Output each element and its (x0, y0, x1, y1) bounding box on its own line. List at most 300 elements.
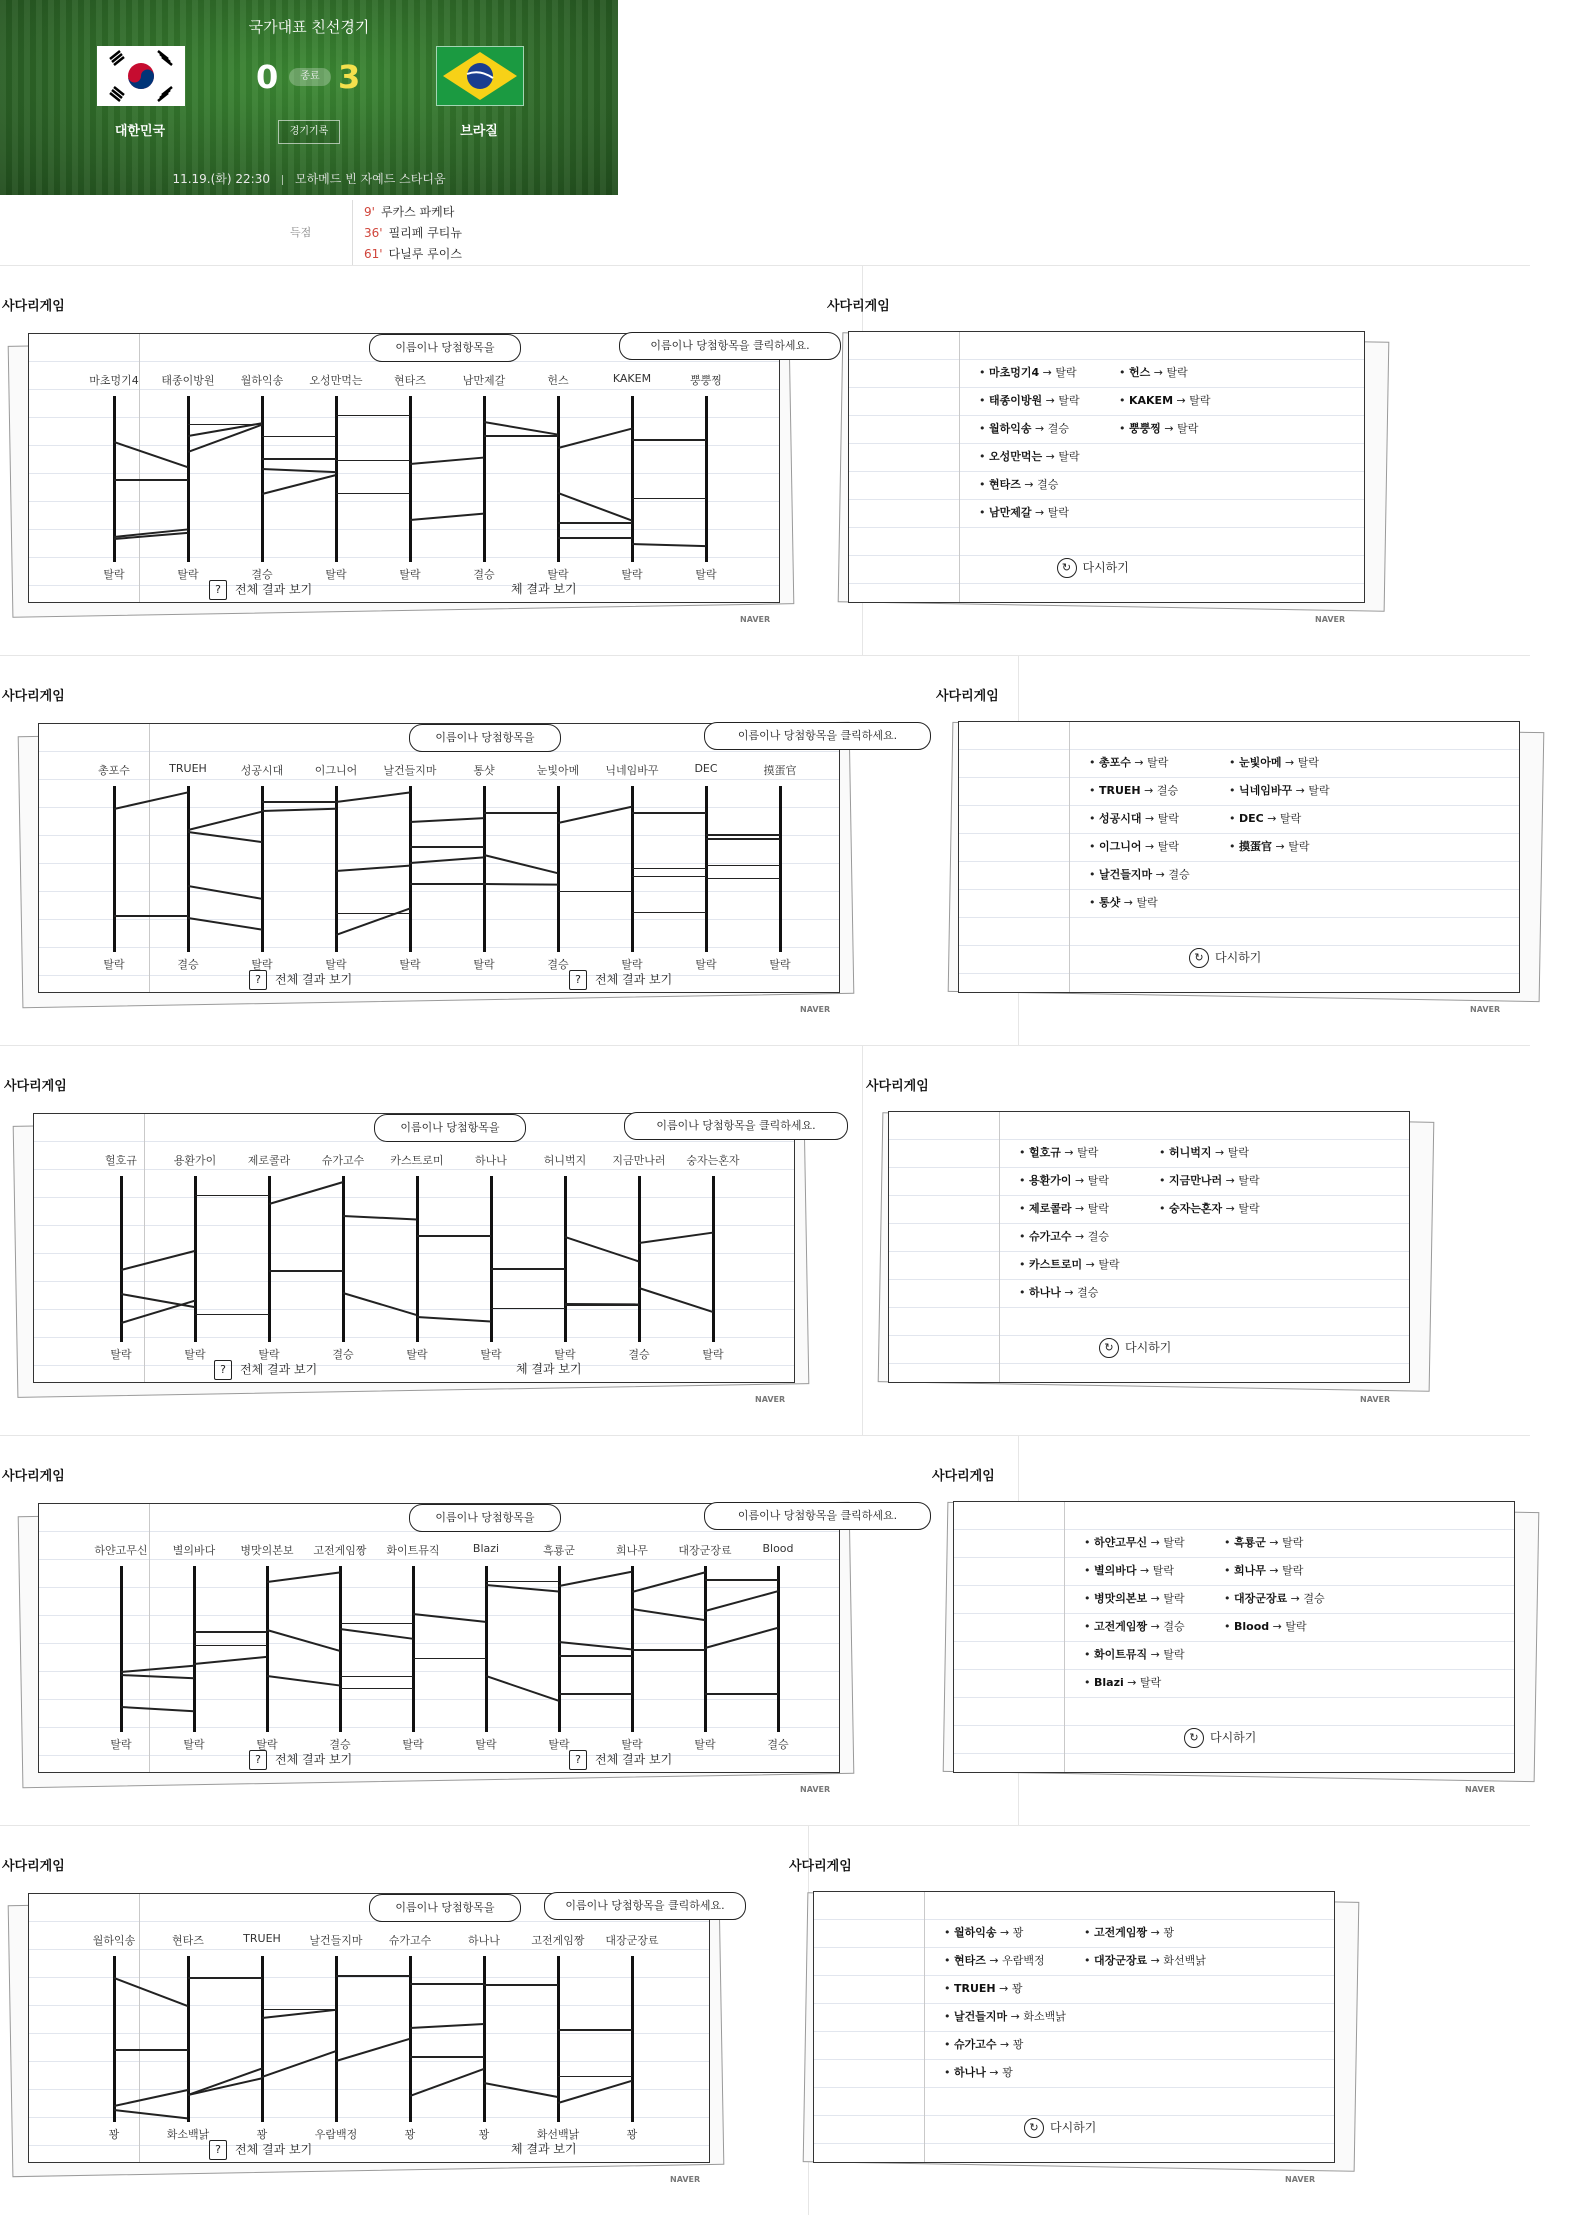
ladder-name[interactable]: 제로콜라 (247, 1154, 291, 1167)
result-name[interactable]: 용환가이 (1029, 1174, 1072, 1187)
ladder-result[interactable]: 탈락 (621, 958, 643, 971)
ladder-result[interactable]: 결승 (547, 958, 569, 971)
ladder-rung (114, 479, 188, 481)
ladder-paper (38, 723, 898, 993)
view-all-results-button[interactable] (569, 970, 672, 990)
ladder-name[interactable]: 헌스 (547, 374, 569, 387)
ladder-rung (417, 1235, 491, 1237)
ladder-rung (188, 1977, 262, 1979)
ladder-name[interactable]: 하얀고무신 (94, 1544, 148, 1557)
ladder-result[interactable]: 탈락 (621, 1738, 643, 1751)
goal-item (364, 202, 462, 223)
ladder-rail (564, 1176, 567, 1342)
result-name[interactable]: 슈가고수 (954, 2038, 997, 2051)
result-value: 결승 (1303, 1592, 1325, 1605)
result-value: 탈락 (1077, 1146, 1099, 1159)
section-divider (862, 1045, 863, 1435)
ladder-name[interactable]: 태종이방원 (161, 374, 215, 387)
result-name[interactable]: 헐호규 (1029, 1146, 1061, 1159)
result-name[interactable]: 월하익송 (989, 422, 1032, 435)
ladder-name[interactable]: 허니벅지 (543, 1154, 587, 1167)
ladder-name[interactable]: 월하익송 (240, 374, 284, 387)
ladder-rung (410, 2068, 485, 2097)
ladder-rung (410, 513, 484, 521)
ladder-name[interactable]: 하나나 (468, 1934, 500, 1947)
naver-logo: NAVER (1360, 1395, 1391, 1404)
view-all-results-button[interactable] (214, 1360, 317, 1380)
result-value: 탈락 (1157, 840, 1179, 853)
view-all-label: 전체 결과 보기 (275, 1752, 353, 1767)
ladder-rung (114, 791, 188, 809)
ladder-rail (266, 1566, 269, 1732)
ladder-name[interactable]: 성공시대 (240, 764, 284, 777)
view-all-results-button[interactable] (569, 1750, 672, 1770)
ladder-result[interactable]: 꽝 (108, 2128, 120, 2141)
result-name[interactable]: 카스트로미 (1029, 1258, 1083, 1271)
ladder-name[interactable]: 날건들지마 (383, 764, 437, 777)
result-item: • 허니벅지 → 탈락 (1159, 1146, 1249, 1159)
ladder-name[interactable]: 카스트로미 (390, 1154, 444, 1167)
ladder-result[interactable]: 탈락 (480, 1348, 502, 1361)
naver-logo: NAVER (1285, 2175, 1316, 2184)
result-name[interactable]: 하얀고무신 (1094, 1536, 1148, 1549)
ladder-name[interactable]: 뿡뿡찡 (690, 374, 722, 387)
home-team-name[interactable]: 대한민국 (114, 124, 166, 139)
ladder-result[interactable]: 탈락 (547, 568, 569, 581)
paper-margin-line (924, 1892, 925, 2162)
ladder-rung (565, 1236, 639, 1262)
ladder-results (34, 1346, 794, 1362)
result-value: 탈락 (1227, 1146, 1249, 1159)
result-name[interactable]: 월하익송 (954, 1926, 997, 1939)
result-item: • 숭자는혼자 → 탈락 (1159, 1202, 1260, 1215)
retry-button[interactable] (1184, 1728, 1256, 1748)
naver-logo: NAVER (1465, 1785, 1496, 1794)
results-paper (813, 1891, 1335, 2163)
match-status-badge: 종료 (289, 68, 331, 86)
ladder-result[interactable]: 탈락 (325, 958, 347, 971)
ladder-rung (114, 915, 188, 917)
view-all-results-button[interactable] (516, 1360, 582, 1377)
ladder-rail (409, 786, 412, 952)
ladder-rung (195, 1195, 269, 1197)
ladder-rung (262, 458, 336, 460)
ladder-rung (267, 1629, 340, 1651)
goal-player[interactable]: 다닐루 루이스 (388, 247, 462, 261)
ladder-name[interactable]: 남만제갈 (462, 374, 506, 387)
ladder-panel (15, 1105, 815, 1405)
ladder-rung (188, 831, 262, 843)
result-name[interactable]: 현타즈 (989, 478, 1021, 491)
result-name[interactable]: 별의바다 (1094, 1564, 1137, 1577)
ladder-name[interactable]: 하나나 (475, 1154, 507, 1167)
result-value: 결승 (1077, 1286, 1099, 1299)
ladder-rung (705, 1693, 778, 1695)
result-item: • 날건들지마 → 화소백낡 (944, 2010, 1066, 2023)
ladder-name[interactable]: 摸蛋官 (763, 764, 797, 777)
ladder-rung (705, 1579, 778, 1581)
ladder-name[interactable]: 현타즈 (172, 1934, 204, 1947)
result-name[interactable]: 병맛의본보 (1094, 1592, 1148, 1605)
question-icon: ? (569, 970, 587, 990)
ladder-rung (417, 1316, 491, 1322)
ladder-rung (114, 2089, 188, 2106)
result-item: • 닉네임바꾸 → 탈락 (1229, 784, 1330, 797)
ladder-result[interactable]: 탈락 (399, 568, 421, 581)
ladder-paper (33, 1113, 816, 1383)
result-item: • 용환가이 → 탈락 (1019, 1174, 1109, 1187)
ladder-result[interactable]: 탈락 (475, 1738, 497, 1751)
results-paper (958, 721, 1520, 993)
ladder-name[interactable]: 지금만나러 (612, 1154, 666, 1167)
result-name[interactable]: 하나나 (1029, 1286, 1061, 1299)
view-all-label: 전체 결과 보기 (275, 972, 353, 987)
ladder-result[interactable]: 탈락 (399, 958, 421, 971)
result-name[interactable]: 흑룡군 (1234, 1536, 1266, 1549)
ladder-result[interactable]: 결승 (251, 568, 273, 581)
result-item: • 현타즈 → 우람백정 (944, 1954, 1045, 1967)
ladder-rung (559, 1571, 632, 1587)
ladder-result[interactable]: 탈락 (184, 1348, 206, 1361)
ladder-rung (558, 428, 632, 449)
result-item: • 하나나 → 꽝 (944, 2066, 1013, 2079)
question-icon: ? (209, 580, 227, 600)
ladder-result[interactable]: 탈락 (695, 568, 717, 581)
ladder-name[interactable]: DEC (694, 762, 718, 775)
speech-bubble: 이름이나 당첨항목을 (409, 724, 561, 752)
ladder-name[interactable]: 흑룡군 (543, 1544, 575, 1557)
result-name[interactable]: 태종이방원 (989, 394, 1043, 407)
ladder-rung (121, 1250, 195, 1271)
paper-margin-line (999, 1112, 1000, 1382)
view-all-results-button[interactable] (249, 970, 352, 990)
ladder-result[interactable]: 결승 (177, 958, 199, 971)
result-value: 결승 (1037, 478, 1059, 491)
result-name[interactable]: Blazi (1094, 1676, 1124, 1689)
result-name[interactable]: 하나나 (954, 2066, 986, 2079)
ladder-name[interactable]: 용환가이 (173, 1154, 217, 1167)
ladder-name[interactable]: 고전게임짱 (313, 1544, 367, 1557)
ladder-rung (706, 878, 780, 880)
ladder-result[interactable]: 탈락 (177, 568, 199, 581)
result-name[interactable]: 이그니어 (1099, 840, 1142, 853)
result-item: • 화이트뮤직 → 탈락 (1084, 1648, 1185, 1661)
result-value: 결승 (1168, 868, 1190, 881)
ladder-result[interactable]: 탈락 (473, 958, 495, 971)
result-value: 탈락 (1189, 394, 1211, 407)
section-divider (0, 1045, 1530, 1046)
result-name[interactable]: 남만제갈 (989, 506, 1032, 519)
ladder-result[interactable]: 탈락 (251, 958, 273, 971)
result-name[interactable]: 대장군장료 (1234, 1592, 1288, 1605)
ladder-rail (120, 1176, 123, 1342)
ladder-result[interactable]: 결승 (329, 1738, 351, 1751)
ladder-result[interactable]: 꽝 (626, 2128, 638, 2141)
ladder-name[interactable]: 슈가고수 (388, 1934, 432, 1947)
ladder-name[interactable]: 대장군장료 (605, 1934, 659, 1947)
goal-minute: 9' (364, 205, 375, 219)
naver-logo: NAVER (740, 615, 771, 624)
result-name[interactable]: Blood (1234, 1620, 1270, 1633)
ladder-result[interactable]: 결승 (473, 568, 495, 581)
ladder-result[interactable]: 탈락 (103, 568, 125, 581)
result-name[interactable]: DEC (1239, 812, 1264, 825)
ladder-rung (114, 2109, 188, 2119)
retry-label: 다시하기 (1215, 950, 1262, 965)
ladder-name[interactable]: TRUEH (243, 1932, 281, 1945)
retry-button[interactable] (1189, 948, 1261, 968)
ladder-name[interactable]: 오성만먹는 (309, 374, 363, 387)
result-item: • TRUEH → 꽝 (944, 1982, 1023, 1995)
ladder-rung (486, 1584, 559, 1592)
result-name[interactable]: 헌스 (1129, 366, 1151, 379)
ladder-name[interactable]: 고전게임짱 (531, 1934, 585, 1947)
ladder-rung (410, 846, 484, 848)
section-title: 사다리게임 (932, 1469, 995, 1484)
result-value: 탈락 (1139, 1676, 1162, 1689)
retry-icon: ↻ (1099, 1338, 1119, 1358)
ladder-result[interactable]: 탈락 (183, 1738, 205, 1751)
ladder-result[interactable]: 탈락 (258, 1348, 280, 1361)
result-name[interactable]: 뿡뿡찡 (1129, 422, 1161, 435)
ladder-name[interactable]: 월하익송 (92, 1934, 136, 1947)
ladder-rail (193, 1566, 196, 1732)
ladder-result[interactable]: 탈락 (406, 1348, 428, 1361)
ladder-names (34, 1152, 794, 1168)
retry-label: 다시하기 (1082, 560, 1129, 575)
ladder-rail (335, 1956, 338, 2122)
result-value: 탈락 (1098, 1258, 1120, 1271)
ladder-rung (121, 1300, 195, 1324)
result-value: 탈락 (1152, 1564, 1174, 1577)
ladder-paper (28, 333, 810, 603)
ladder-rail (712, 1176, 715, 1342)
result-name[interactable]: 고전게임짱 (1094, 1926, 1148, 1939)
ladder-rung (343, 1292, 417, 1316)
view-all-results-button[interactable] (511, 2140, 577, 2157)
ladder-name[interactable]: Blazi (472, 1542, 500, 1555)
ladder-result[interactable]: 결승 (332, 1348, 354, 1361)
result-name[interactable]: 제로콜라 (1029, 1202, 1072, 1215)
ladder-name[interactable]: 통샷 (473, 764, 495, 777)
match-scoreboard (0, 0, 618, 195)
ladder-result[interactable]: 결승 (628, 1348, 650, 1361)
result-name[interactable]: 통샷 (1099, 896, 1121, 909)
away-team-name[interactable]: 브라질 (460, 124, 498, 139)
ladder-rail (342, 1176, 345, 1342)
result-name[interactable]: 허니벅지 (1169, 1146, 1212, 1159)
ladder-rung (121, 1674, 194, 1679)
result-value: 결승 (1047, 422, 1069, 435)
ladder-result[interactable]: 우람백정 (314, 2128, 358, 2141)
result-name[interactable]: 성공시대 (1099, 812, 1142, 825)
ladder-result[interactable]: 탈락 (769, 958, 791, 971)
ladder-rung (262, 468, 336, 473)
ladder-name[interactable]: KAKEM (612, 372, 652, 385)
result-name[interactable]: 닉네임바꾸 (1239, 784, 1293, 797)
result-value: 탈락 (1163, 1648, 1185, 1661)
results-paper (848, 331, 1365, 603)
ladder-rung (484, 2082, 558, 2098)
ladder-result[interactable]: 탈락 (402, 1738, 424, 1751)
match-record-button[interactable]: 경기기록 (278, 120, 340, 144)
match-venue[interactable]: 모하메드 빈 자예드 스타디움 (294, 172, 446, 186)
ladder-name[interactable]: 마초멍기4 (89, 374, 139, 387)
ladder-result[interactable]: 탈락 (554, 1348, 576, 1361)
ladder-name[interactable]: 화이트뮤직 (386, 1544, 440, 1557)
result-name[interactable]: 희나무 (1234, 1564, 1266, 1577)
result-name[interactable]: 현타즈 (954, 1954, 986, 1967)
korea-flag-icon (97, 46, 185, 106)
ladder-name[interactable]: 총포수 (98, 764, 130, 777)
result-name[interactable]: 화이트뮤직 (1094, 1648, 1148, 1661)
result-name[interactable]: 摸蛋官 (1239, 840, 1272, 853)
ladder-result[interactable]: 탈락 (256, 1738, 278, 1751)
ladder-result[interactable]: 화소백낡 (166, 2128, 210, 2141)
result-name[interactable]: KAKEM (1129, 394, 1174, 407)
ladder-rung (188, 885, 262, 899)
result-value: 탈락 (1055, 366, 1077, 379)
ladder-result[interactable]: 탈락 (548, 1738, 570, 1751)
results-panel (945, 1495, 1545, 1795)
result-value: 꽝 (1011, 1982, 1023, 1995)
result-item: • 대장군장료 → 결승 (1224, 1592, 1325, 1605)
result-name[interactable]: 숭자는혼자 (1169, 1202, 1223, 1215)
ladder-name[interactable]: 현타즈 (394, 374, 426, 387)
result-name[interactable]: 마초멍기4 (989, 366, 1040, 379)
result-name[interactable]: TRUEH (1099, 784, 1141, 797)
result-item: • 고전게임짱 → 꽝 (1084, 1926, 1174, 1939)
result-name[interactable]: 지금만나러 (1169, 1174, 1223, 1187)
ladder-rung (632, 543, 706, 547)
ladder-name[interactable]: 헐호규 (105, 1154, 137, 1167)
ladder-result[interactable]: 탈락 (103, 958, 125, 971)
ladder-result[interactable]: 화선백낡 (536, 2128, 580, 2141)
view-all-results-button[interactable] (249, 1750, 352, 1770)
ladder-rung (114, 2049, 188, 2051)
result-item: • 뿡뿡찡 → 탈락 (1119, 422, 1199, 435)
ladder-rung (340, 1688, 413, 1690)
ladder-rung (121, 1293, 195, 1308)
ladder-name[interactable]: 병맛의본보 (240, 1544, 294, 1557)
ladder-rung (413, 1658, 486, 1660)
naver-logo: NAVER (800, 1005, 831, 1014)
ladder-result[interactable]: 결승 (767, 1738, 789, 1751)
question-icon: ? (249, 970, 267, 990)
ladder-rung (486, 1581, 559, 1583)
result-name[interactable]: 슈가고수 (1029, 1230, 1072, 1243)
result-value: 탈락 (1058, 450, 1080, 463)
ladder-result[interactable]: 탈락 (621, 568, 643, 581)
ladder-rung (484, 812, 558, 814)
result-name[interactable]: 고전게임짱 (1094, 1620, 1148, 1633)
ladder-rung (410, 817, 484, 822)
ladder-rung (262, 2050, 336, 2077)
ladder-name[interactable]: 슈가고수 (321, 1154, 365, 1167)
view-all-results-button[interactable] (511, 580, 577, 597)
ladder-result[interactable]: 탈락 (110, 1738, 132, 1751)
result-item: • 월하익송 → 꽝 (944, 1926, 1024, 1939)
ladder-rung (336, 493, 410, 495)
ladder-rail (412, 1566, 415, 1732)
result-item: • 카스트로미 → 탈락 (1019, 1258, 1120, 1271)
ladder-result[interactable]: 탈락 (325, 568, 347, 581)
ladder-rung (336, 791, 410, 802)
ladder-name[interactable]: 날건들지마 (309, 1934, 363, 1947)
result-name[interactable]: 눈빛아메 (1239, 756, 1282, 769)
retry-button[interactable] (1057, 558, 1129, 578)
result-name[interactable]: 대장군장료 (1094, 1954, 1148, 1967)
result-name[interactable]: 총포수 (1099, 756, 1131, 769)
result-item: • KAKEM → 탈락 (1119, 394, 1211, 407)
goals-list (364, 202, 462, 265)
result-item: • 헐호규 → 탈락 (1019, 1146, 1099, 1159)
ladder-name[interactable]: Blood (762, 1542, 794, 1555)
ladder-name[interactable]: TRUEH (169, 762, 207, 775)
result-item: • 마초멍기4 → 탈락 (979, 366, 1077, 379)
ladder-rung (269, 1181, 343, 1204)
retry-button[interactable] (1024, 2118, 1096, 2138)
result-value: 결승 (1156, 784, 1179, 797)
ladder-result[interactable]: 탈락 (695, 958, 717, 971)
ladder-result[interactable]: 꽝 (404, 2128, 416, 2141)
ladder-result[interactable]: 꽝 (478, 2128, 490, 2141)
ladder-rung (410, 1983, 484, 1985)
ladder-rail (485, 1566, 488, 1732)
naver-logo: NAVER (755, 1395, 786, 1404)
goal-player[interactable]: 필리페 쿠티뉴 (388, 226, 462, 240)
result-value: 꽝 (1002, 2066, 1013, 2079)
section-title: 사다리게임 (2, 299, 65, 314)
result-name[interactable]: 날건들지마 (954, 2010, 1008, 2023)
section-divider (0, 1435, 1530, 1436)
paper-margin-line (959, 332, 960, 602)
ladder-result[interactable]: 탈락 (694, 1738, 716, 1751)
result-value: 탈락 (1308, 784, 1330, 797)
result-name[interactable]: 오성만먹는 (989, 450, 1043, 463)
ladder-result[interactable]: 꽝 (256, 2128, 268, 2141)
ladder-name[interactable]: 닉네임바꾸 (605, 764, 659, 777)
ladder-rail (483, 1956, 486, 2122)
ladder-name[interactable]: 별의바다 (172, 1544, 216, 1557)
goal-player[interactable]: 루카스 파케타 (380, 205, 455, 219)
ladder-rung (558, 2076, 632, 2078)
ladder-name[interactable]: 대장군장료 (678, 1544, 732, 1557)
result-value: 꽝 (1012, 2038, 1024, 2051)
retry-button[interactable] (1099, 1338, 1171, 1358)
result-name[interactable]: 날건들지마 (1099, 868, 1153, 881)
goal-item (364, 244, 462, 265)
result-item: • 摸蛋官 → 탈락 (1229, 840, 1310, 853)
result-value: 탈락 (1238, 1174, 1260, 1187)
ladder-result[interactable]: 탈락 (702, 1348, 724, 1361)
result-name[interactable]: TRUEH (954, 1982, 996, 1995)
ladder-name[interactable]: 희나무 (616, 1544, 648, 1557)
retry-icon: ↻ (1024, 2118, 1044, 2138)
section-title: 사다리게임 (827, 299, 890, 314)
result-item: • Blazi → 탈락 (1084, 1676, 1162, 1689)
ladder-panel (10, 1885, 730, 2185)
ladder-rung (262, 436, 336, 438)
ladder-result[interactable]: 탈락 (110, 1348, 132, 1361)
ladder-name[interactable]: 눈빛아메 (536, 764, 580, 777)
ladder-name[interactable]: 숭자는혼자 (686, 1154, 740, 1167)
view-all-results-button[interactable] (209, 580, 312, 600)
ladder-names (39, 1542, 839, 1558)
naver-logo: NAVER (1315, 615, 1346, 624)
view-all-results-button[interactable] (209, 2140, 312, 2160)
ladder-name[interactable]: 이그니어 (314, 764, 358, 777)
